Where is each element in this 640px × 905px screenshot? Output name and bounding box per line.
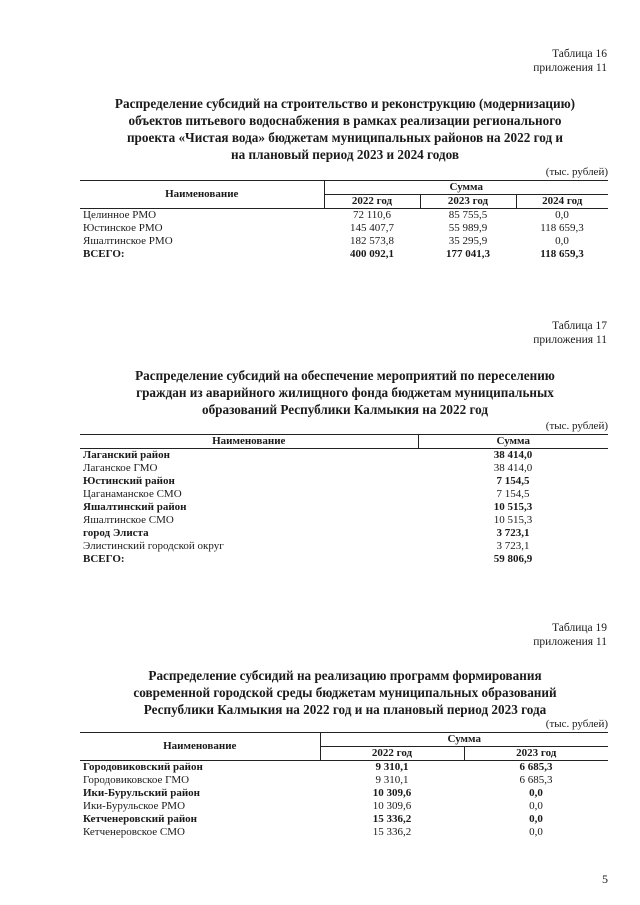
table16-title-line: проекта «Чистая вода» бюджетам муниципальных районов на 2022 год и: [126, 130, 564, 145]
row-value: 7 154,5: [496, 488, 530, 500]
table16-col-name: Наименование: [80, 181, 324, 209]
table17-title-line: Распределение субсидий на обеспечение мероприятий по переселению: [135, 368, 555, 383]
table19-col-sum: Сумма: [320, 733, 608, 747]
table16-label: [430, 47, 607, 75]
table17-label-line2: приложения 11: [533, 334, 607, 346]
row-name: Кетченеровское СМО: [83, 826, 185, 838]
row-name: Лаганский район: [83, 449, 170, 461]
row-value: 3 723,1: [496, 527, 530, 539]
table-row-total: [80, 248, 608, 261]
table19: [80, 732, 608, 839]
row-name: Яшалтинское РМО: [83, 235, 173, 247]
row-value: 0,0: [529, 800, 543, 812]
row-name: Юстинский район: [83, 475, 175, 487]
table16-title: [60, 95, 630, 163]
row-value: 177 041,3: [446, 248, 490, 260]
row-value: 7 154,5: [496, 475, 530, 487]
row-name: Элистинский городской округ: [83, 540, 224, 552]
table-row: [80, 826, 608, 839]
row-value: 6 685,3: [519, 774, 553, 786]
table19-title-line: Республики Калмыкия на 2022 год и на плановый период 2023 года: [143, 702, 547, 717]
row-name: Лаганское ГМО: [83, 462, 158, 474]
row-value: 15 336,2: [372, 826, 412, 838]
table19-col-name: Наименование: [80, 733, 320, 761]
table19-title: [60, 667, 630, 718]
row-name: Кетченеровский район: [83, 813, 198, 825]
table19-year: 2022 год: [320, 747, 464, 761]
row-value: 0,0: [529, 826, 543, 838]
table17-col-sum: Сумма: [418, 435, 608, 449]
table19-title-line: современной городской среды бюджетам муниципальных образований: [133, 685, 557, 700]
row-value: 0,0: [529, 813, 543, 825]
table17-title: [60, 367, 630, 418]
table16-title-line: на плановый период 2023 и 2024 годов: [231, 147, 459, 162]
row-name: Ики-Бурульское РМО: [83, 800, 186, 812]
row-name: ВСЕГО:: [83, 553, 125, 565]
table-row: [80, 800, 608, 813]
row-value: 35 295,9: [448, 235, 488, 247]
table19-unit: (тыс. рублей): [545, 718, 608, 730]
table19-year: 2023 год: [464, 747, 608, 761]
row-name: ВСЕГО:: [83, 248, 125, 260]
row-value: 55 989,9: [448, 222, 488, 234]
row-value: 0,0: [555, 209, 569, 221]
row-value: 85 755,5: [448, 209, 488, 221]
row-name: Цаганаманское СМО: [83, 488, 182, 500]
table16-col-sum: Сумма: [324, 181, 608, 195]
table16-year: 2023 год: [420, 195, 516, 209]
table16-year: 2022 год: [324, 195, 420, 209]
table17-col-name: Наименование: [80, 435, 418, 449]
table-row: [80, 761, 608, 775]
table17-title-line: образований Республики Калмыкия на 2022 год: [201, 402, 489, 417]
row-value: 400 092,1: [350, 248, 394, 260]
row-name: город Элиста: [83, 527, 149, 539]
table-row: [80, 209, 608, 223]
table-row: [80, 488, 608, 501]
row-value: 118 659,3: [540, 222, 584, 234]
table16-title-line: объектов питьевого водоснабжения в рамках реализации регионального: [128, 113, 562, 128]
table-row-total: [80, 553, 608, 566]
row-value: 38 414,0: [493, 449, 533, 461]
table-row: [80, 475, 608, 488]
row-value: 72 110,6: [352, 209, 392, 221]
row-name: Целинное РМО: [83, 209, 157, 221]
row-value: 10 515,3: [493, 514, 533, 526]
row-name: Юстинское РМО: [83, 222, 163, 234]
row-value: 3 723,1: [496, 540, 530, 552]
row-value: 0,0: [555, 235, 569, 247]
row-value: 38 414,0: [493, 462, 533, 474]
row-name: Ики-Бурульский район: [83, 787, 201, 799]
row-value: 10 309,6: [372, 787, 412, 799]
row-name: Яшалтинский район: [83, 501, 187, 513]
row-value: 0,0: [529, 787, 543, 799]
row-value: 59 806,9: [493, 553, 533, 565]
table17: [80, 434, 608, 566]
table-row: [80, 449, 608, 463]
table19-title-line: Распределение субсидий на реализацию программ формирования: [148, 668, 542, 683]
table-row: [80, 462, 608, 475]
row-name: Яшалтинское СМО: [83, 514, 174, 526]
table-row: [80, 527, 608, 540]
table-row: [80, 514, 608, 527]
row-value: 10 515,3: [493, 501, 533, 513]
table17-title-line: граждан из аварийного жилищного фонда бюджетам муниципальных: [136, 385, 554, 400]
table16-label-line2: приложения 11: [533, 62, 607, 74]
table16-year: 2024 год: [516, 195, 608, 209]
table-row: [80, 774, 608, 787]
table-row: [80, 540, 608, 553]
table19-label-line1: Таблица 19: [552, 622, 607, 634]
table-row: [80, 813, 608, 826]
row-name: Городовиковское ГМО: [83, 774, 190, 786]
row-value: 15 336,2: [372, 813, 412, 825]
table16-title-line: Распределение субсидий на строительство и реконструкцию (модернизацию): [114, 96, 576, 111]
table17-label-line1: Таблица 17: [552, 320, 607, 332]
table16-label-line1: Таблица 16: [552, 48, 607, 60]
row-value: 10 309,6: [372, 800, 412, 812]
table-row: [80, 222, 608, 235]
row-value: 145 407,7: [350, 222, 394, 234]
row-name: Городовиковский район: [83, 761, 203, 773]
table-row: [80, 235, 608, 248]
row-value: 9 310,1: [375, 774, 409, 786]
row-value: 118 659,3: [540, 248, 584, 260]
table19-label-line2: приложения 11: [533, 636, 607, 648]
table19-label: [430, 621, 607, 649]
row-value: 182 573,8: [350, 235, 394, 247]
table17-unit: (тыс. рублей): [545, 420, 608, 432]
row-value: 9 310,1: [375, 761, 409, 773]
table16-unit: (тыс. рублей): [545, 166, 608, 178]
row-value: 6 685,3: [519, 761, 553, 773]
page-number: 5: [602, 872, 608, 886]
table-row: [80, 787, 608, 800]
table-row: [80, 501, 608, 514]
table16: [80, 180, 608, 261]
table17-label: [430, 319, 607, 347]
